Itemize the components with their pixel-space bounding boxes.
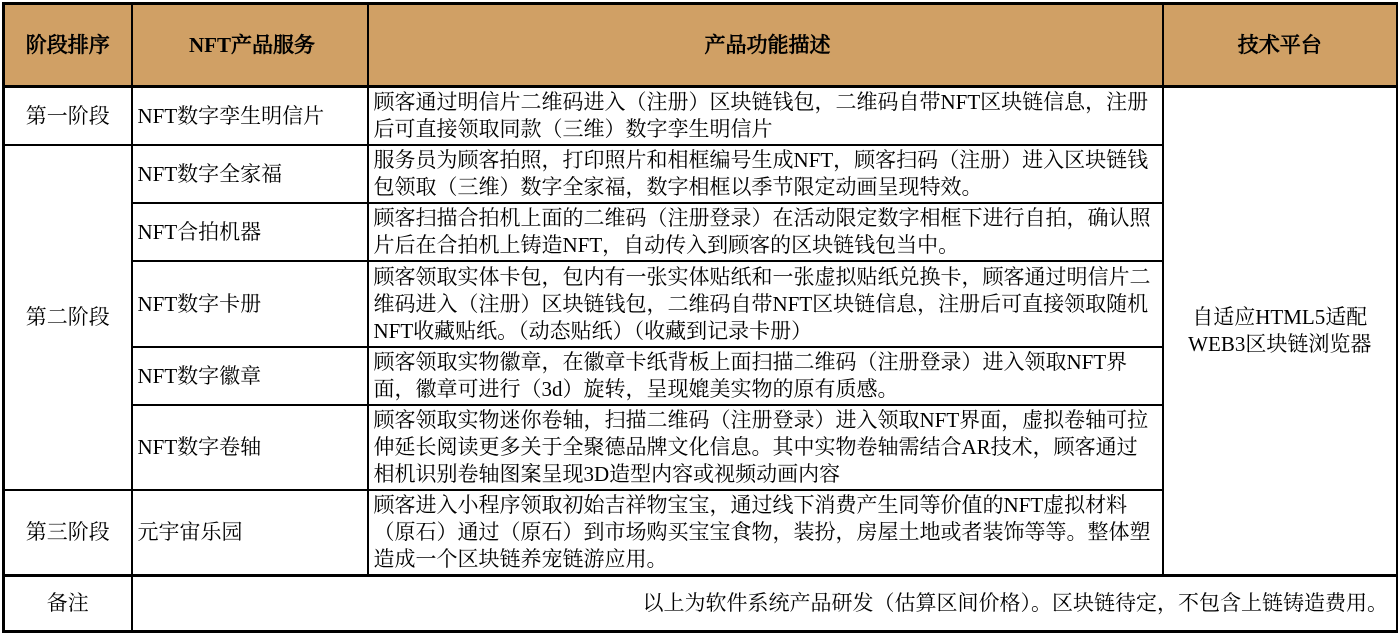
product-name-cell: NFT数字孪生明信片 (132, 87, 368, 146)
product-description-cell: 服务员为顾客拍照，打印照片和相框编号生成NFT，顾客扫码（注册）进入区块链钱包领取（三维）数字全家福，数字相框以季节限定动画呈现特效。 (368, 145, 1163, 203)
note-label-cell: 备注 (4, 576, 132, 632)
product-description-cell: 顾客进入小程序领取初始吉祥物宝宝，通过线下消费产生同等价值的NFT虚拟材料（原石）通过（原石）到市场购买宝宝食物，装扮，房屋土地或者装饰等等。整体塑造成一个区块链养宠链游应用。 (368, 490, 1163, 576)
product-description-cell: 顾客领取实物迷你卷轴，扫描二维码（注册登录）进入领取NFT界面，虚拟卷轴可拉伸延长阅读更多关于全聚德品牌文化信息。其中实物卷轴需结合AR技术，顾客通过相机识别卷轴图案呈现3D造型内容或视频动画内容 (368, 405, 1163, 490)
table-row (4, 87, 1398, 146)
table-header-row (4, 4, 1398, 87)
product-description-cell: 顾客领取实体卡包，包内有一张实体贴纸和一张虚拟贴纸兑换卡，顾客通过明信片二维码进入（注册）区块链钱包，二维码自带NFT区块链信息，注册后可直接领取随机NFT收藏贴纸。（动态贴纸）（收藏到记录卡册） (368, 261, 1163, 347)
tech-platform-cell: 自适应HTML5适配WEB3区块链浏览器 (1163, 87, 1398, 576)
header-cell-product: NFT产品服务 (132, 4, 368, 87)
header-cell-platform: 技术平台 (1163, 4, 1398, 87)
stage-1-cell: 第一阶段 (4, 87, 132, 146)
note-row (4, 576, 1398, 632)
product-name-cell: NFT数字卡册 (132, 261, 368, 347)
product-name-cell: NFT合拍机器 (132, 203, 368, 261)
nft-product-table (2, 2, 1398, 633)
stage-3-cell: 第三阶段 (4, 490, 132, 576)
product-name-cell: NFT数字全家福 (132, 145, 368, 203)
product-name-cell: NFT数字徽章 (132, 347, 368, 405)
product-name-cell: 元宇宙乐园 (132, 490, 368, 576)
product-name-cell: NFT数字卷轴 (132, 405, 368, 490)
product-description-cell: 顾客通过明信片二维码进入（注册）区块链钱包，二维码自带NFT区块链信息，注册后可直接领取同款（三维）数字孪生明信片 (368, 87, 1163, 146)
product-description-cell: 顾客扫描合拍机上面的二维码（注册登录）在活动限定数字相框下进行自拍，确认照片后在合拍机上铸造NFT，自动传入到顾客的区块链钱包当中。 (368, 203, 1163, 261)
note-text-cell: 以上为软件系统产品研发（估算区间价格）。区块链待定，不包含上链铸造费用。 (132, 576, 1398, 632)
header-cell-description: 产品功能描述 (368, 4, 1163, 87)
stage-2-cell: 第二阶段 (4, 145, 132, 490)
header-cell-stage: 阶段排序 (4, 4, 132, 87)
product-description-cell: 顾客领取实物徽章，在徽章卡纸背板上面扫描二维码（注册登录）进入领取NFT界面，徽章可进行（3d）旋转，呈现媲美实物的原有质感。 (368, 347, 1163, 405)
